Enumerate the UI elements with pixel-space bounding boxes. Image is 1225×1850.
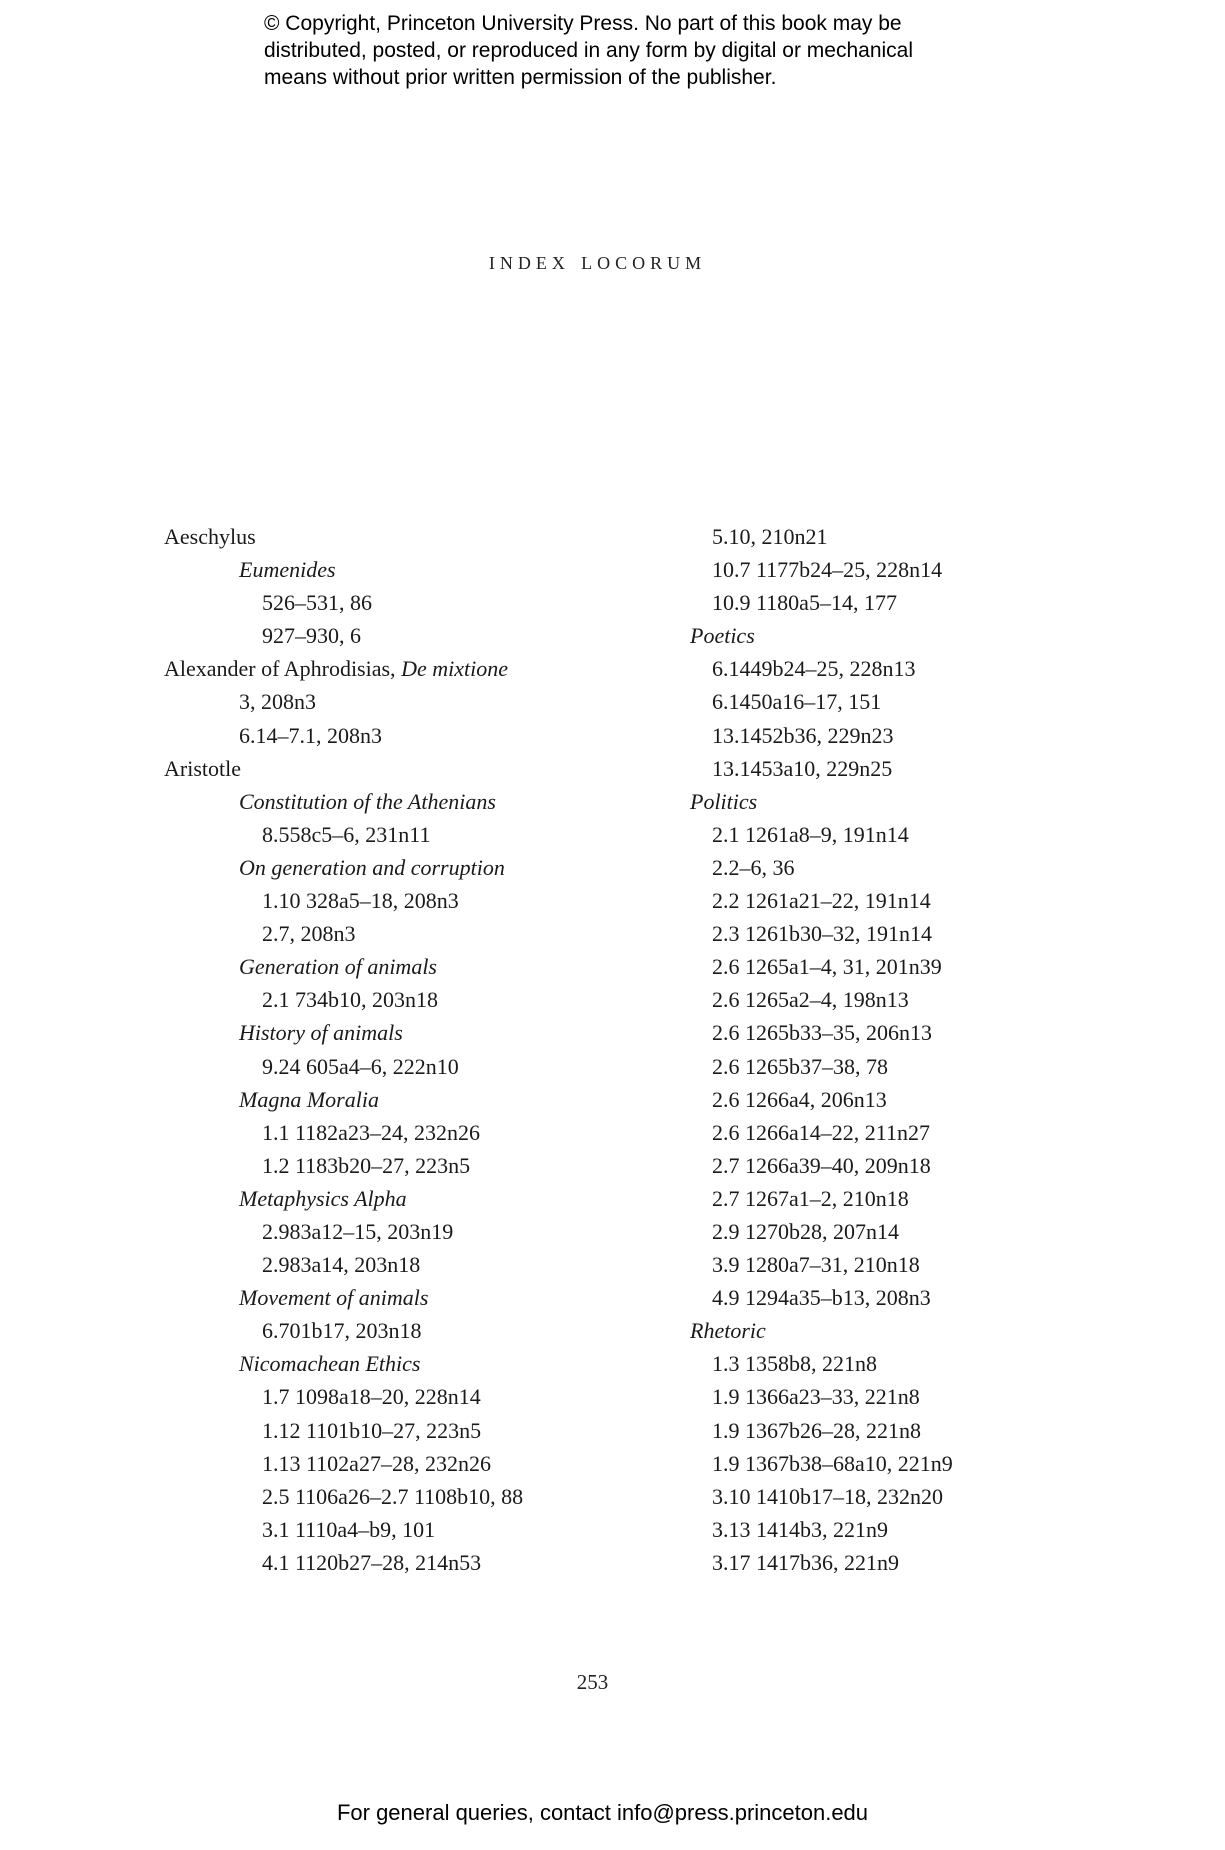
index-locus: 6.1450a16–17, 151 (712, 689, 882, 715)
index-locus: 1.2 1183b20–27, 223n5 (262, 1152, 471, 1178)
index-locus: 4.1 1120b27–28, 214n53 (262, 1549, 482, 1575)
index-locus: 2.5 1106a26–2.7 1108b10, 88 (262, 1483, 524, 1509)
index-work: Constitution of the Athenians (239, 788, 496, 814)
index-locus: 2.7, 208n3 (262, 921, 356, 947)
index-locus: 1.9 1367b38–68a10, 221n9 (712, 1450, 953, 1476)
index-locus: 6.701b17, 203n18 (262, 1318, 422, 1344)
index-locus: 2.6 1266a4, 206n13 (712, 1086, 887, 1112)
page-number: 253 (576, 1670, 609, 1694)
index-right-column (690, 520, 1190, 1579)
page-title: index locorum (488, 248, 707, 275)
index-author: Aeschylus (164, 524, 256, 549)
copyright-line: distributed, posted, or reproduced in any form by digital or mechanical (264, 39, 914, 62)
index-locus: 13.1452b36, 229n23 (712, 722, 894, 748)
index-work: Metaphysics Alpha (239, 1185, 407, 1211)
index-locus: 2.6 1265a1–4, 31, 201n39 (712, 954, 942, 980)
index-locus: 2.1 734b10, 203n18 (262, 987, 438, 1013)
index-author (164, 652, 684, 685)
index-work: Movement of animals (239, 1285, 429, 1311)
index-work: On generation and corruption (239, 854, 505, 880)
index-locus: 2.6 1265b37–38, 78 (712, 1053, 888, 1079)
index-locus: 2.9 1270b28, 207n14 (712, 1218, 899, 1244)
copyright-line: means without prior written permission of the publisher. (264, 66, 777, 89)
index-author: Aristotle (164, 755, 241, 781)
index-locus: 1.12 1101b10–27, 223n5 (262, 1417, 482, 1443)
index-locus: 2.2–6, 36 (712, 854, 795, 880)
index-locus: 3.10 1410b17–18, 232n20 (712, 1483, 943, 1509)
index-locus: 2.983a12–15, 203n19 (262, 1218, 454, 1244)
index-locus: 3.13 1414b3, 221n9 (712, 1516, 888, 1542)
index-locus: 2.6 1266a14–22, 211n27 (712, 1119, 930, 1145)
index-locus: 1.13 1102a27–28, 232n26 (262, 1450, 491, 1476)
index-locus: 526–531, 86 (262, 590, 372, 616)
index-locus: 13.1453a10, 229n25 (712, 755, 893, 781)
index-work-title: De mixtione (401, 656, 508, 682)
index-locus: 1.9 1367b26–28, 221n8 (712, 1417, 921, 1443)
index-locus: 2.7 1267a1–2, 210n18 (712, 1185, 909, 1211)
index-work: Rhetoric (690, 1318, 766, 1344)
index-work: Nicomachean Ethics (239, 1351, 421, 1377)
footer-contact: For general queries, contact info@press.princeton.edu (336, 1800, 869, 1825)
copyright-line: © Copyright, Princeton University Press. No part of this book may be (264, 12, 902, 35)
index-locus: 1.7 1098a18–20, 228n14 (262, 1384, 481, 1410)
index-locus: 3.1 1110a4–b9, 101 (262, 1516, 436, 1542)
index-locus: 2.6 1265b33–35, 206n13 (712, 1020, 932, 1046)
index-locus: 3, 208n3 (239, 689, 316, 715)
index-locus: 3.17 1417b36, 221n9 (712, 1549, 899, 1575)
index-work: Poetics (690, 623, 755, 649)
index-locus: 5.10, 210n21 (712, 524, 828, 549)
index-locus: 2.983a14, 203n18 (262, 1252, 421, 1278)
index-locus: 2.7 1266a39–40, 209n18 (712, 1152, 931, 1178)
index-locus: 10.7 1177b24–25, 228n14 (712, 557, 943, 583)
index-locus: 8.558c5–6, 231n11 (262, 821, 431, 847)
index-work: Magna Moralia (239, 1086, 379, 1112)
index-locus: 3.9 1280a7–31, 210n18 (712, 1252, 920, 1278)
index-work: Eumenides (239, 557, 336, 583)
index-locus: 1.9 1366a23–33, 221n8 (712, 1384, 920, 1410)
index-locus: 2.1 1261a8–9, 191n14 (712, 821, 909, 847)
index-locus: 10.9 1180a5–14, 177 (712, 590, 897, 616)
index-locus: 1.10 328a5–18, 208n3 (262, 888, 459, 914)
index-locus: 6.1449b24–25, 228n13 (712, 656, 916, 682)
index-locus: 9.24 605a4–6, 222n10 (262, 1053, 459, 1079)
index-locus: 2.6 1265a2–4, 198n13 (712, 987, 909, 1013)
index-work: Politics (690, 788, 758, 814)
index-locus: 6.14–7.1, 208n3 (239, 722, 382, 748)
index-locus: 1.3 1358b8, 221n8 (712, 1351, 877, 1377)
index-locus: 1.1 1182a23–24, 232n26 (262, 1119, 480, 1145)
index-work: Generation of animals (239, 954, 437, 980)
index-left-column (164, 520, 684, 1579)
index-locus: 927–930, 6 (262, 623, 361, 649)
index-work: History of animals (239, 1020, 403, 1046)
copyright-notice (264, 10, 1024, 91)
index-locus: 4.9 1294a35–b13, 208n3 (712, 1285, 931, 1311)
index-locus: 2.2 1261a21–22, 191n14 (712, 888, 931, 914)
index-author-name: Alexander of Aphrodisias, (164, 656, 402, 682)
index-locus: 2.3 1261b30–32, 191n14 (712, 921, 932, 947)
